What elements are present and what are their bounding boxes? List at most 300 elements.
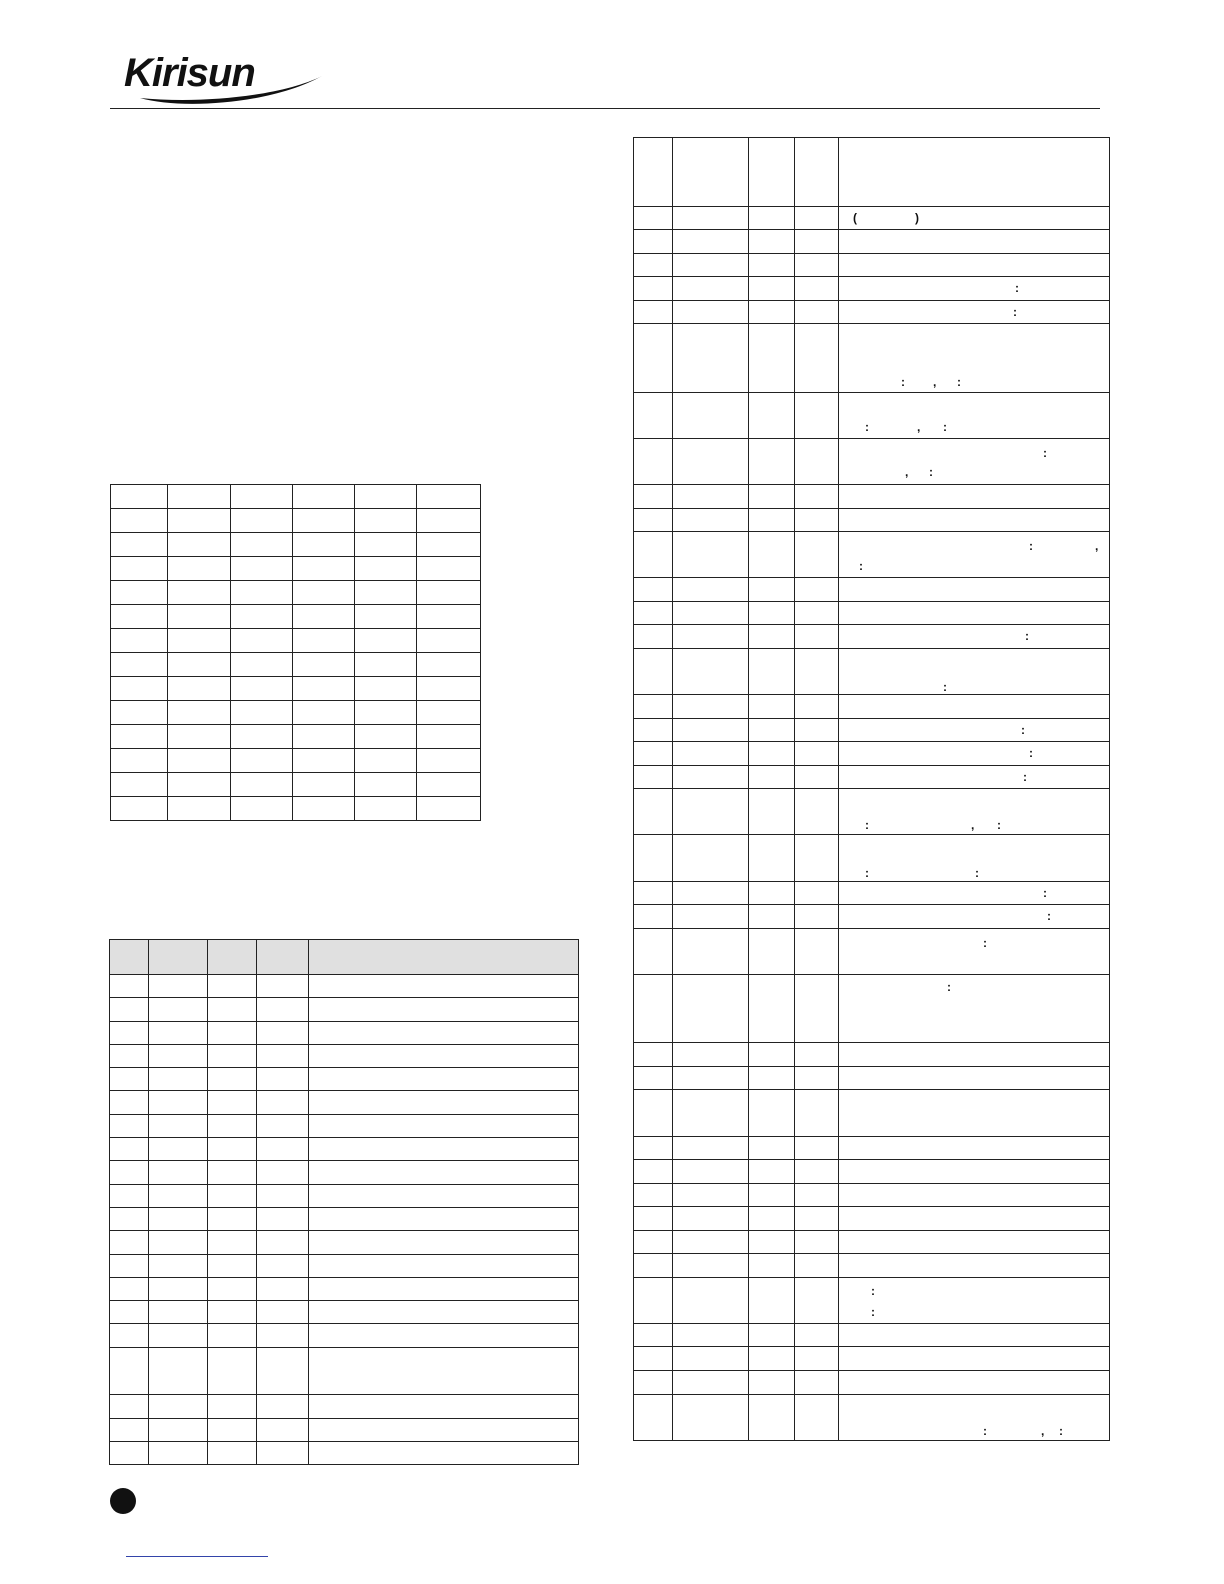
table-cell xyxy=(257,1138,309,1161)
table-row xyxy=(634,789,1110,835)
table-cell xyxy=(634,1136,673,1160)
table-cell xyxy=(749,1207,795,1231)
table-cell xyxy=(257,1021,309,1044)
table-cell xyxy=(208,1301,257,1324)
table-row xyxy=(110,1277,579,1300)
table-row xyxy=(634,277,1110,301)
table-cell xyxy=(795,1254,839,1278)
table-cell xyxy=(110,1161,149,1184)
description-cell xyxy=(839,485,1110,509)
table-cell xyxy=(749,765,795,789)
table-cell xyxy=(149,1254,208,1277)
table-cell xyxy=(309,1044,579,1067)
table-cell xyxy=(749,1347,795,1371)
table-cell xyxy=(257,1347,309,1395)
table-cell xyxy=(795,1370,839,1394)
table-cell xyxy=(257,1254,309,1277)
table-row xyxy=(110,1068,579,1091)
table-cell xyxy=(673,1277,749,1323)
table-cell xyxy=(110,1418,149,1441)
table-cell xyxy=(749,974,795,1043)
grid-cell xyxy=(111,509,168,533)
table-cell xyxy=(257,1184,309,1207)
table-cell xyxy=(795,324,839,393)
table-cell xyxy=(634,485,673,509)
table-cell xyxy=(208,1138,257,1161)
table-cell xyxy=(673,1183,749,1207)
punctuation-mark: : xyxy=(957,375,961,390)
page-number-dot xyxy=(110,1488,136,1514)
table-cell xyxy=(149,1277,208,1300)
table-cell xyxy=(634,649,673,695)
table-cell xyxy=(673,1043,749,1067)
table-cell xyxy=(634,253,673,277)
punctuation-mark: , xyxy=(933,375,937,390)
table-cell xyxy=(795,532,839,578)
table-row xyxy=(634,1370,1110,1394)
table-cell xyxy=(257,1418,309,1441)
table-cell xyxy=(634,1323,673,1347)
description-cell xyxy=(839,1277,1110,1323)
table-cell xyxy=(634,695,673,719)
punctuation-mark: : xyxy=(1013,304,1017,319)
grid-cell xyxy=(168,605,231,629)
grid-cell xyxy=(293,605,355,629)
punctuation-mark: : xyxy=(983,935,987,950)
table-cell xyxy=(110,1395,149,1418)
table-row xyxy=(110,1347,579,1395)
grid-cell xyxy=(417,797,481,821)
table-cell xyxy=(749,1394,795,1440)
table-cell xyxy=(309,1021,579,1044)
punctuation-mark: ( xyxy=(853,210,857,225)
table-cell xyxy=(634,532,673,578)
description-cell xyxy=(839,835,1110,881)
table-cell xyxy=(749,277,795,301)
table-cell xyxy=(673,1066,749,1090)
table-cell xyxy=(749,253,795,277)
grid-row xyxy=(111,725,481,749)
grid-cell xyxy=(231,485,293,509)
table-row xyxy=(110,1091,579,1114)
description-cell xyxy=(839,230,1110,254)
table-cell xyxy=(110,1091,149,1114)
table-cell xyxy=(673,393,749,439)
table-cell xyxy=(110,1301,149,1324)
table-cell xyxy=(673,742,749,766)
table-cell xyxy=(309,1184,579,1207)
table-cell xyxy=(749,1277,795,1323)
table-row xyxy=(634,1207,1110,1231)
grid-cell xyxy=(355,773,417,797)
description-cell xyxy=(839,324,1110,393)
grid-cell xyxy=(111,629,168,653)
table-cell xyxy=(749,928,795,974)
table-cell xyxy=(749,1323,795,1347)
description-cell xyxy=(839,206,1110,230)
grid-cell xyxy=(168,773,231,797)
table-cell xyxy=(634,718,673,742)
table-cell xyxy=(795,789,839,835)
grid-cell xyxy=(231,509,293,533)
description-cell xyxy=(839,578,1110,602)
table-row xyxy=(634,835,1110,881)
table-cell xyxy=(634,1230,673,1254)
grid-cell xyxy=(293,725,355,749)
grid-cell xyxy=(111,773,168,797)
table-cell xyxy=(208,1068,257,1091)
description-cell xyxy=(839,1323,1110,1347)
grid-cell xyxy=(355,533,417,557)
grid-cell xyxy=(417,629,481,653)
table-cell xyxy=(208,1324,257,1347)
table-cell xyxy=(673,765,749,789)
description-cell xyxy=(839,974,1110,1043)
table-cell xyxy=(795,928,839,974)
table-row xyxy=(634,1277,1110,1323)
table-cell xyxy=(208,1184,257,1207)
table-row xyxy=(634,508,1110,532)
table-cell xyxy=(749,718,795,742)
grid-cell xyxy=(355,677,417,701)
table-cell xyxy=(309,1161,579,1184)
grid-row xyxy=(111,701,481,725)
description-cell xyxy=(839,1066,1110,1090)
description-cell xyxy=(839,1183,1110,1207)
table-cell xyxy=(673,1136,749,1160)
table-cell xyxy=(795,625,839,649)
grid-cell xyxy=(168,557,231,581)
grid-row xyxy=(111,557,481,581)
table-cell xyxy=(749,1090,795,1136)
grid-cell xyxy=(355,701,417,725)
table-cell xyxy=(673,625,749,649)
description-cell xyxy=(839,1394,1110,1440)
grid-cell xyxy=(231,629,293,653)
punctuation-mark: : xyxy=(947,979,951,994)
table-cell xyxy=(795,1207,839,1231)
table-cell xyxy=(309,1138,579,1161)
grid-cell xyxy=(293,677,355,701)
table-cell xyxy=(208,1114,257,1137)
grid-cell xyxy=(293,509,355,533)
table-cell xyxy=(673,1160,749,1184)
punctuation-mark: , xyxy=(1095,539,1099,554)
description-cell xyxy=(839,905,1110,929)
table-row xyxy=(634,1394,1110,1440)
table-cell xyxy=(795,253,839,277)
punctuation-mark: : xyxy=(997,818,1001,833)
table-row xyxy=(634,742,1110,766)
table-cell xyxy=(673,835,749,881)
description-cell xyxy=(839,718,1110,742)
table-cell xyxy=(110,1044,149,1067)
table-cell xyxy=(257,1068,309,1091)
table-cell xyxy=(149,1347,208,1395)
description-cell xyxy=(839,928,1110,974)
table-cell xyxy=(309,1231,579,1254)
table-cell xyxy=(673,1323,749,1347)
grid-row xyxy=(111,653,481,677)
grid-cell xyxy=(111,485,168,509)
kirisun-logo xyxy=(122,46,326,104)
table-cell xyxy=(309,998,579,1021)
grid-row xyxy=(111,797,481,821)
grid-cell xyxy=(231,677,293,701)
table-cell xyxy=(309,1207,579,1230)
table-cell xyxy=(110,1207,149,1230)
grid-cell xyxy=(417,749,481,773)
description-cell xyxy=(839,300,1110,324)
table-cell xyxy=(309,1091,579,1114)
table-cell xyxy=(257,998,309,1021)
table-cell xyxy=(634,393,673,439)
table-cell xyxy=(149,1301,208,1324)
punctuation-mark: : xyxy=(1025,629,1029,644)
punctuation-mark: , xyxy=(1041,1423,1045,1438)
grid-cell xyxy=(111,653,168,677)
grid-cell xyxy=(231,773,293,797)
table-cell xyxy=(149,1114,208,1137)
grid-cell xyxy=(293,749,355,773)
table-row xyxy=(110,1395,579,1418)
table-row xyxy=(634,601,1110,625)
grid-cell xyxy=(417,581,481,605)
table-cell xyxy=(257,1044,309,1067)
table-cell xyxy=(673,601,749,625)
table-cell xyxy=(795,1230,839,1254)
punctuation-mark: : xyxy=(1029,539,1033,554)
table-cell xyxy=(110,1254,149,1277)
description-cell xyxy=(839,1207,1110,1231)
table-cell xyxy=(795,439,839,485)
table-cell xyxy=(208,1091,257,1114)
table-cell xyxy=(795,277,839,301)
table-cell xyxy=(749,138,795,207)
table-cell xyxy=(110,1184,149,1207)
table-cell xyxy=(309,1418,579,1441)
header-cell xyxy=(208,940,257,975)
description-cell xyxy=(839,1136,1110,1160)
grid-cell xyxy=(231,557,293,581)
table-cell xyxy=(795,765,839,789)
grid-cell xyxy=(417,725,481,749)
table-cell xyxy=(110,1277,149,1300)
table-row xyxy=(634,206,1110,230)
table-cell xyxy=(208,1161,257,1184)
table-cell xyxy=(673,974,749,1043)
table-cell xyxy=(257,1091,309,1114)
table-cell xyxy=(634,324,673,393)
table-cell xyxy=(309,1068,579,1091)
table-cell xyxy=(208,1207,257,1230)
grid-cell xyxy=(168,677,231,701)
description-cell xyxy=(839,695,1110,719)
grid-row xyxy=(111,581,481,605)
description-cell xyxy=(839,765,1110,789)
grid-cell xyxy=(231,797,293,821)
table-cell xyxy=(634,789,673,835)
table-cell xyxy=(795,138,839,207)
grid-cell xyxy=(355,749,417,773)
table-cell xyxy=(795,881,839,905)
table-cell xyxy=(208,1277,257,1300)
table-cell xyxy=(673,485,749,509)
grid-row xyxy=(111,749,481,773)
table-cell xyxy=(309,1441,579,1464)
table-cell xyxy=(110,1347,149,1395)
grid-cell xyxy=(231,749,293,773)
table-cell xyxy=(634,1183,673,1207)
grid-cell xyxy=(111,797,168,821)
table-cell xyxy=(795,1323,839,1347)
table-cell xyxy=(634,1370,673,1394)
description-cell xyxy=(839,625,1110,649)
table-cell xyxy=(673,206,749,230)
description-cell xyxy=(839,601,1110,625)
table-cell xyxy=(634,974,673,1043)
grid-row xyxy=(111,677,481,701)
grid-cell xyxy=(417,653,481,677)
table-row xyxy=(634,718,1110,742)
table-cell xyxy=(795,1394,839,1440)
table-cell xyxy=(309,1395,579,1418)
table-row xyxy=(110,1021,579,1044)
table-cell xyxy=(634,1160,673,1184)
table-cell xyxy=(149,975,208,998)
table-cell xyxy=(208,1044,257,1067)
punctuation-mark: : xyxy=(1021,722,1025,737)
table-cell xyxy=(795,1277,839,1323)
punctuation-mark: , xyxy=(917,420,921,435)
table-cell xyxy=(795,1043,839,1067)
description-cell xyxy=(839,789,1110,835)
table-cell xyxy=(749,835,795,881)
table-row xyxy=(634,532,1110,578)
grid-cell xyxy=(168,581,231,605)
table-cell xyxy=(149,1207,208,1230)
grid-cell xyxy=(417,773,481,797)
table-row xyxy=(634,485,1110,509)
table-row xyxy=(110,1138,579,1161)
table-cell xyxy=(795,1347,839,1371)
grid-cell xyxy=(293,797,355,821)
header-rule xyxy=(110,108,1100,109)
table-cell xyxy=(795,974,839,1043)
table-cell xyxy=(749,532,795,578)
table-cell xyxy=(673,230,749,254)
grid-cell xyxy=(168,725,231,749)
table-row xyxy=(110,1044,579,1067)
grid-cell xyxy=(293,533,355,557)
table-cell xyxy=(110,1021,149,1044)
table-row xyxy=(110,1441,579,1464)
table-row xyxy=(110,1324,579,1347)
table-cell xyxy=(749,1254,795,1278)
table-cell xyxy=(208,1231,257,1254)
table-cell xyxy=(673,881,749,905)
table-row xyxy=(634,393,1110,439)
table-cell xyxy=(257,1114,309,1137)
table-cell xyxy=(795,905,839,929)
table-cell xyxy=(673,1207,749,1231)
grid-cell xyxy=(231,725,293,749)
table-cell xyxy=(795,393,839,439)
table-row xyxy=(634,300,1110,324)
table-cell xyxy=(634,601,673,625)
description-cell xyxy=(839,1160,1110,1184)
grid-cell xyxy=(111,677,168,701)
table-row xyxy=(110,1418,579,1441)
table-cell xyxy=(208,1441,257,1464)
table-cell xyxy=(795,1160,839,1184)
grid-cell xyxy=(231,533,293,557)
table-cell xyxy=(749,695,795,719)
table-cell xyxy=(149,1441,208,1464)
description-cell xyxy=(839,1254,1110,1278)
table-cell xyxy=(673,300,749,324)
table-cell xyxy=(257,1395,309,1418)
description-cell xyxy=(839,532,1110,578)
grid-cell xyxy=(168,797,231,821)
punctuation-mark: : xyxy=(983,1423,987,1438)
table-cell xyxy=(673,905,749,929)
grid-cell xyxy=(355,797,417,821)
table-row xyxy=(634,1066,1110,1090)
punctuation-mark: : xyxy=(865,818,869,833)
table-row xyxy=(634,1160,1110,1184)
table-cell xyxy=(749,230,795,254)
table-cell xyxy=(309,1324,579,1347)
punctuation-mark: : xyxy=(1047,909,1051,924)
description-cell xyxy=(839,742,1110,766)
grid-row xyxy=(111,485,481,509)
table-row xyxy=(634,1136,1110,1160)
table-cell xyxy=(795,695,839,719)
table-row xyxy=(634,974,1110,1043)
table-cell xyxy=(208,1021,257,1044)
table-cell xyxy=(673,718,749,742)
table-cell xyxy=(673,253,749,277)
punctuation-mark: : xyxy=(901,375,905,390)
table-row xyxy=(634,578,1110,602)
footer-link-line xyxy=(126,1556,268,1557)
grid-cell xyxy=(168,485,231,509)
parameter-table-header xyxy=(110,940,579,975)
table-cell xyxy=(257,1301,309,1324)
description-cell xyxy=(839,277,1110,301)
table-cell xyxy=(149,1231,208,1254)
table-cell xyxy=(749,601,795,625)
table-cell xyxy=(673,695,749,719)
description-cell xyxy=(839,881,1110,905)
table-cell xyxy=(634,1090,673,1136)
grid-cell xyxy=(293,653,355,677)
table-cell xyxy=(208,1395,257,1418)
small-grid-table xyxy=(110,484,481,821)
description-cell xyxy=(839,1043,1110,1067)
table-cell xyxy=(257,1441,309,1464)
table-cell xyxy=(110,1324,149,1347)
grid-cell xyxy=(355,725,417,749)
description-cell xyxy=(839,1230,1110,1254)
table-cell xyxy=(149,1044,208,1067)
table-cell xyxy=(634,928,673,974)
table-cell xyxy=(309,1301,579,1324)
table-cell xyxy=(673,532,749,578)
grid-cell xyxy=(417,509,481,533)
punctuation-mark: : xyxy=(1059,1423,1063,1438)
